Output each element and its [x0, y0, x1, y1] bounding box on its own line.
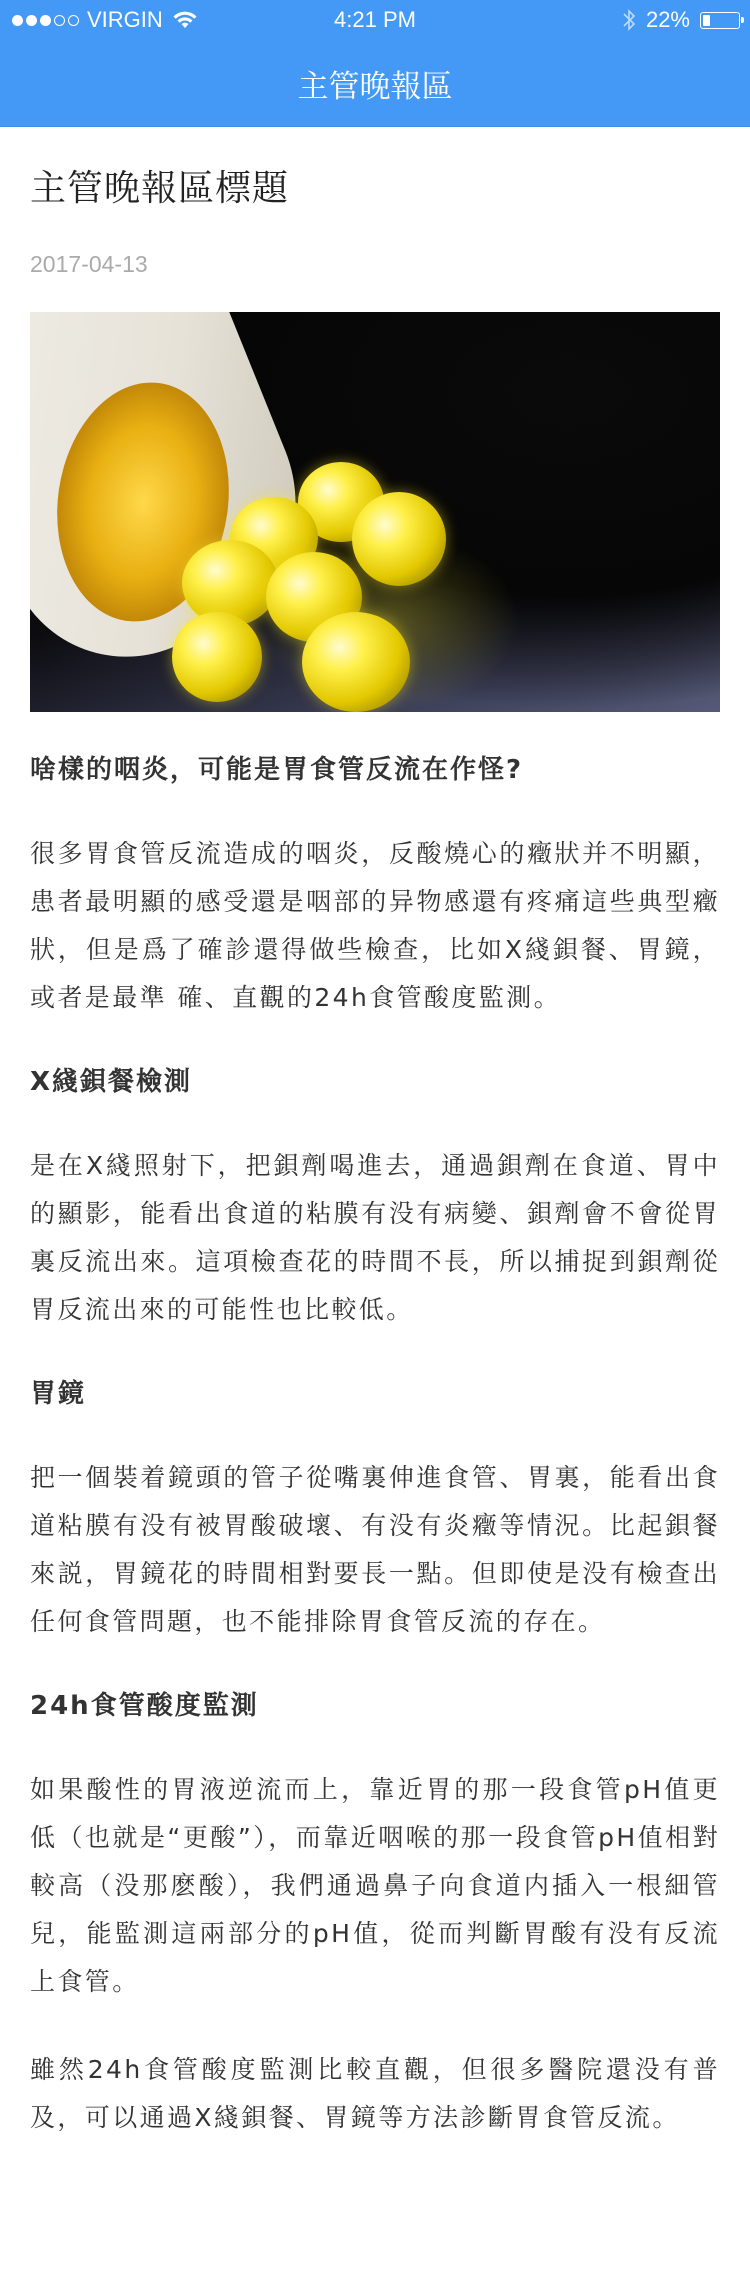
section-heading: X綫鋇餐檢測: [30, 1067, 193, 1097]
hero-image: [30, 312, 720, 712]
status-time: 4:21 PM: [334, 7, 416, 32]
carrier-name: VIRGIN: [87, 7, 163, 32]
battery-percent: 22%: [645, 7, 690, 32]
paragraph: 雖然24h食管酸度監測比較直觀，但很多醫院還没有普及，可以通過X綫鋇餐、胃鏡等方法診斷胃食管反流。: [30, 2055, 720, 2132]
section-heading: 啥樣的咽炎，可能是胃食管反流在作怪?: [30, 755, 524, 785]
paragraph: 如果酸性的胃液逆流而上，靠近胃的那一段食管pH值更低（也就是“更酸”），而靠近咽喉的那一段食管pH值相對較高（没那麽酸），我們通過鼻子向食道内插入一根細管兒，能監測這兩部分的pH值，從而判斷胃酸有没有反流上食管。: [30, 1775, 720, 1996]
nav-title: 主管晚報區: [297, 68, 453, 105]
status-bar: [0, 0, 750, 40]
section-heading: 胃鏡: [30, 1379, 87, 1409]
battery-icon: [700, 12, 740, 29]
nav-bar: [0, 40, 750, 127]
article-date: 2017-04-13: [30, 251, 148, 277]
bluetooth-icon: [622, 8, 636, 32]
section-heading: 24h食管酸度監測: [30, 1691, 259, 1721]
status-right: [622, 7, 740, 33]
paragraph: 是在X綫照射下，把鋇劑喝進去，通過鋇劑在食道、胃中的顯影，能看出食道的粘膜有没有病變、鋇劑會不會從胃裏反流出來。這項檢查花的時間不長，所以捕捉到鋇劑從胃反流出來的可能性也比較低。: [30, 1151, 720, 1324]
paragraph: 很多胃食管反流造成的咽炎，反酸燒心的癥狀并不明顯，患者最明顯的感受還是咽部的异物感還有疼痛這些典型癥狀，但是爲了確診還得做些檢查，比如X綫鋇餐、胃鏡，或者是最準 確、直觀的24h食管酸度監測。: [30, 839, 720, 1012]
paragraph: 把一個裝着鏡頭的管子從嘴裏伸進食管、胃裏，能看出食道粘膜有没有被胃酸破壞、有没有炎癥等情況。比起鋇餐來説，胃鏡花的時間相對要長一點。但即使是没有檢查出任何食管問題，也不能排除胃食管反流的存在。: [30, 1463, 720, 1636]
article: [30, 127, 720, 2142]
article-title: 主管晚報區標題: [30, 168, 290, 209]
